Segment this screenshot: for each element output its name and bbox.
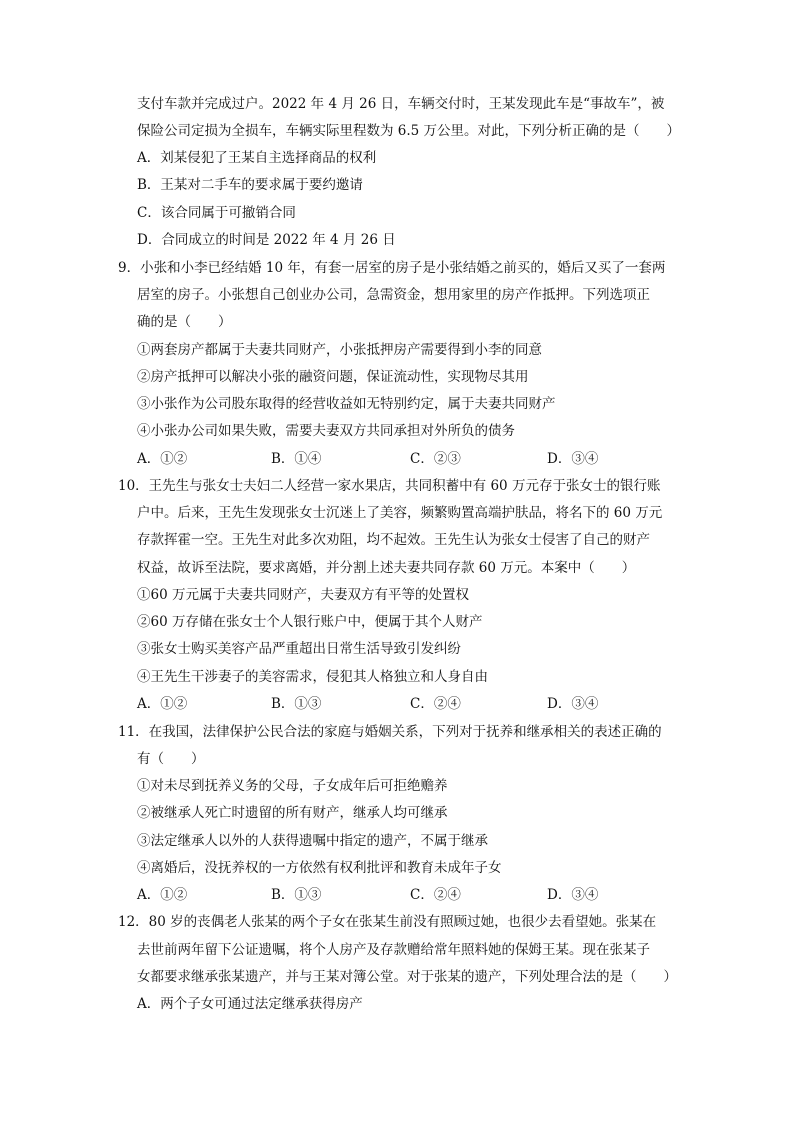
question-9-item-3: ③小张作为公司股东取得的经营收益如无特别约定，属于夫妻共同财产: [137, 396, 556, 412]
question-10-item-2: ②60 万存储在张女士个人银行账户中，便属于其个人财产: [137, 614, 483, 630]
question-11-stem-line: 11．在我国，法律保护公民合法的家庭与婚姻关系，下列对于抚养和继承相关的表述正确的: [118, 724, 662, 740]
question-12-stem-line: 12．80 岁的丧偶老人张某的两个子女在张某生前没有照顾过她，也很少去看望她。张某在: [118, 914, 657, 930]
question-8-option-c: C．该合同属于可撤销合同: [137, 205, 296, 221]
question-10-choice-b: B．①③: [271, 696, 322, 712]
question-10-item-3: ③张女士购买美容产品严重超出日常生活导致引发纠纷: [137, 641, 461, 657]
question-8-option-d: D．合同成立的时间是 2022 年 4 月 26 日: [137, 232, 396, 248]
question-9-item-1: ①两套房产都属于夫妻共同财产，小张抵押房产需要得到小李的同意: [137, 342, 542, 358]
question-11-item-2: ②被继承人死亡时遗留的所有财产，继承人均可继承: [137, 805, 448, 821]
question-8-option-b: B．王某对二手车的要求属于要约邀请: [137, 177, 363, 193]
question-10-item-1: ①60 万元属于夫妻共同财产，夫妻双方有平等的处置权: [137, 587, 469, 603]
question-9-stem-line: 居室的房子。小张想自己创业办公司，急需资金，想用家里的房产作抵押。下列选项正: [137, 287, 650, 303]
question-9-stem-line: 确的是（ ）: [137, 314, 232, 330]
question-8-stem-line: 支付车款并完成过户。2022 年 4 月 26 日，车辆交付时，王某发现此车是“事故车”，被: [137, 96, 665, 112]
question-11-item-3: ③法定继承人以外的人获得遗嘱中指定的遗产，不属于继承: [137, 833, 488, 849]
question-10-stem-line: 权益，故诉至法院，要求离婚，并分割上述夫妻共同存款 60 万元。本案中（ ）: [137, 560, 636, 576]
question-11-choice-c: C．②④: [410, 887, 461, 903]
question-11-item-4: ④离婚后，没抚养权的一方依然有权利批评和教育未成年子女: [137, 860, 502, 876]
question-11-stem-line: 有（ ）: [137, 751, 205, 767]
question-10-stem-line: 户中。后来，王先生发现张女士沉迷上了美容，频繁购置高端护肤品，将名下的 60 万元: [137, 505, 663, 521]
question-10-choice-c: C．②④: [410, 696, 461, 712]
question-12-stem-line: 女都要求继承张某遗产，并与王某对簿公堂。对于张某的遗产，下列处理合法的是（ ）: [137, 969, 677, 985]
question-12-stem-line: 去世前两年留下公证遗嘱，将个人房产及存款赠给常年照料她的保姆王某。现在张某子: [137, 942, 650, 958]
question-10-stem-line: 存款挥霍一空。王先生对此多次劝阻，均不起效。王先生认为张女士侵害了自己的财产: [137, 532, 650, 548]
question-10-choice-a: A．①②: [137, 696, 188, 712]
question-9-choice-b: B．①④: [271, 451, 322, 467]
question-9-stem-line: 9．小张和小李已经结婚 10 年，有套一居室的房子是小张结婚之前买的，婚后又买了一套两: [118, 260, 666, 276]
question-11-choice-a: A．①②: [137, 887, 188, 903]
question-10-choice-d: D．③④: [547, 696, 599, 712]
question-9-item-2: ②房产抵押可以解决小张的融资问题，保证流动性，实现物尽其用: [137, 369, 529, 385]
question-11-choice-d: D．③④: [547, 887, 599, 903]
question-9-choice-d: D．③④: [547, 451, 599, 467]
question-10-stem-line: 10．王先生与张女士夫妇二人经营一家水果店，共同积蓄中有 60 万元存于张女士的银行账: [118, 478, 661, 494]
question-9-choice-c: C．②③: [410, 451, 461, 467]
question-9-item-4: ④小张办公司如果失败，需要夫妻双方共同承担对外所负的债务: [137, 423, 515, 439]
question-11-choice-b: B．①③: [271, 887, 322, 903]
question-9-choice-a: A．①②: [137, 451, 188, 467]
question-11-item-1: ①对未尽到抚养义务的父母，子女成年后可拒绝赡养: [137, 778, 448, 794]
question-12-option-a: A．两个子女可通过法定继承获得房产: [137, 996, 363, 1012]
question-10-item-4: ④王先生干涉妻子的美容需求，侵犯其人格独立和人身自由: [137, 669, 488, 685]
question-8-stem-line: 保险公司定损为全损车，车辆实际里程数为 6.5 万公里。对此，下列分析正确的是（ ）: [137, 123, 681, 139]
question-8-option-a: A．刘某侵犯了王某自主选择商品的权利: [137, 150, 377, 166]
